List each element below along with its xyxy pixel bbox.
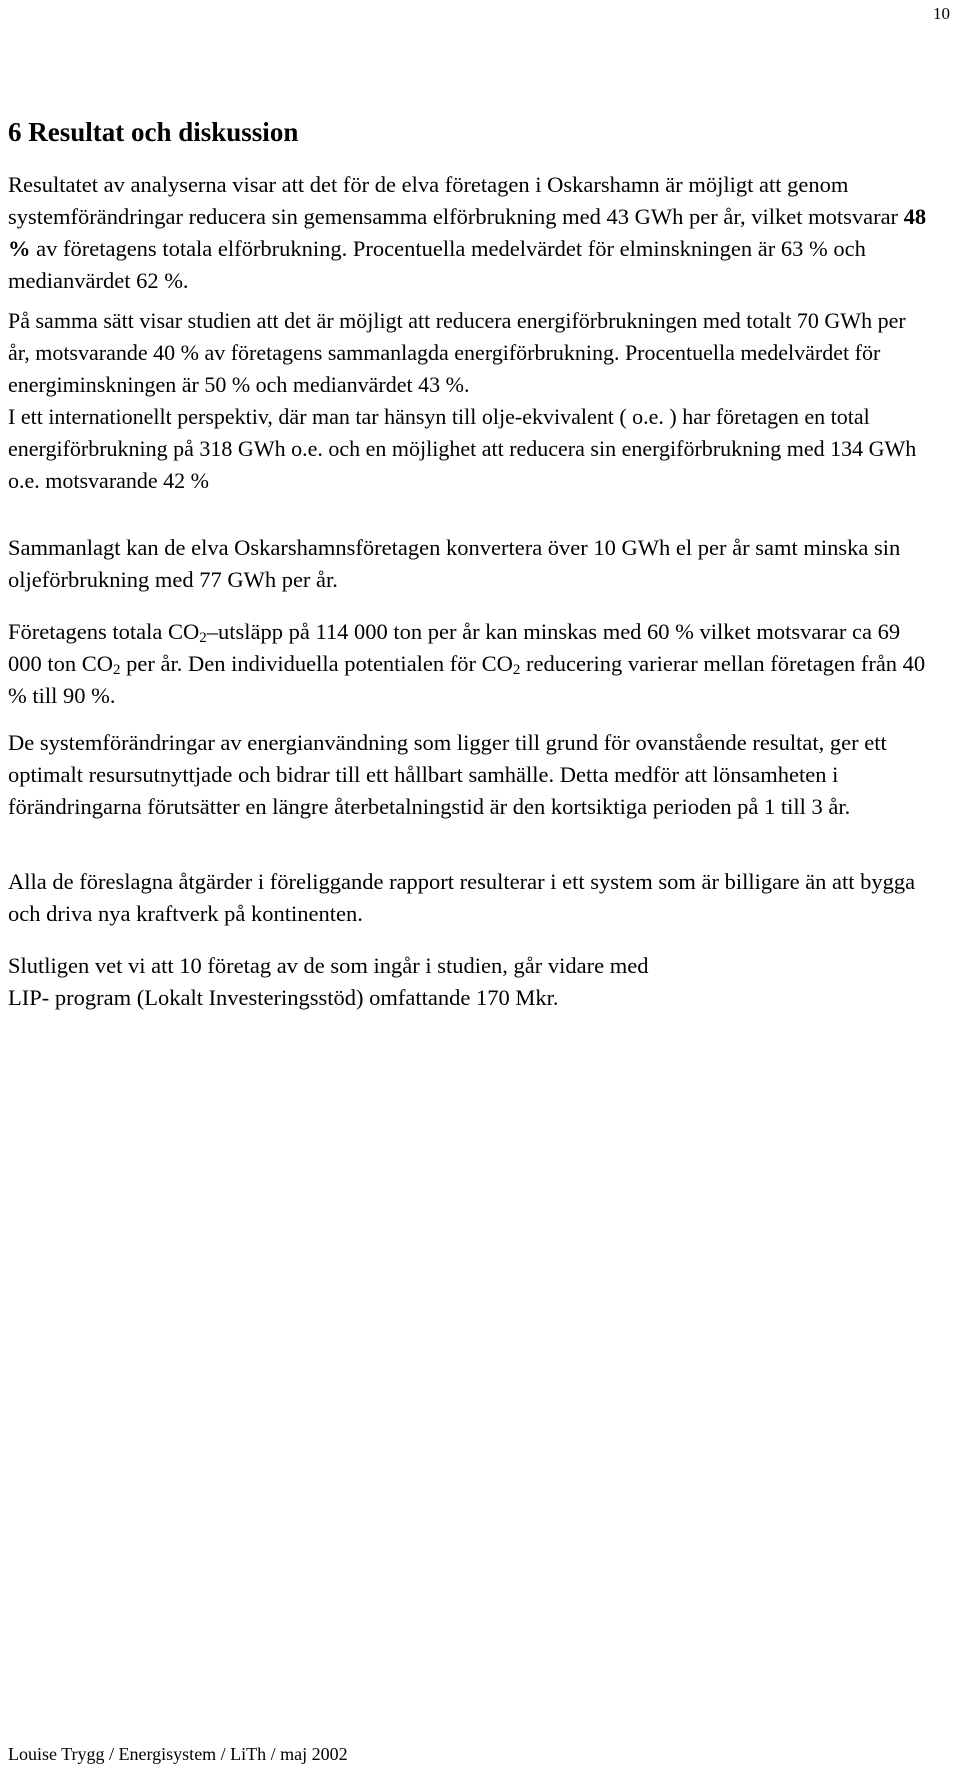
p4-text-c: per år. Den individuella potentialen för CO (120, 651, 513, 676)
p4-text-b: –utsläpp på 114 000 ton per år kan minskas med 60 % vilket motsvarar ca 69 000 ton CO (8, 619, 901, 676)
paragraph-lip-program (8, 950, 928, 1014)
co2-subscript: 2 (113, 662, 121, 678)
co2-subscript: 2 (512, 662, 521, 678)
p4-text-d: reducering varierar mellan företagen från 40 % till 90 %. (8, 651, 926, 708)
p1-text-b: av företagens totala elförbrukning. Procentuella medelvärdet för elminskningen är 63 % och medianvärdet 62 %. (8, 236, 866, 293)
p2-text-a: På samma sätt visar studien att det är möjligt att reducera energiförbrukningen med totalt 70 GWh per år, motsvarande 40 % av företagens sammanlagda energiförbrukning. Procentuella medelvärdet för energiminskningen är 50 % och medianvärdet 43 %. (8, 308, 906, 397)
p7-text-b: LIP- program (Lokalt Investeringsstöd) omfattande 170 Mkr. (8, 985, 559, 1010)
paragraph-conversion: Sammanlagt kan de elva Oskarshamnsföretagen konvertera över 10 GWh el per år samt minska sin oljeförbrukning med 77 GWh per år. (8, 535, 901, 592)
paragraph-energy-results (8, 305, 928, 497)
p7-text-a: Slutligen vet vi att 10 företag av de som ingår i studien, går vidare med (8, 953, 649, 978)
paragraph-system-changes: De systemförändringar av energianvändning som ligger till grund för ovanstående resultat, ger ett optimalt resursutnyttjade och bidrar till ett hållbart samhälle. Detta medför att lönsamheten i förändringarna förutsätter en längre återbetalningstid är den kortsiktiga perioden på 1 till 3 år. (8, 730, 887, 819)
p1-bold-percent: 48 % (8, 204, 927, 261)
p2-text-b: I ett internationellt perspektiv, där man tar hänsyn till olje-ekvivalent ( o.e. ) har företagen en total energiförbrukning på 318 GWh o.e. och en möjlighet att reducera sin energiförbrukning med 134 GWh o.e. motsvarande 42 % (8, 404, 917, 493)
p4-text-a: Företagens totala CO (8, 619, 200, 644)
section-heading: 6 Resultat och diskussion (8, 117, 299, 147)
page-number: 10 (933, 4, 950, 23)
co2-subscript: 2 (199, 630, 207, 646)
page-footer: Louise Trygg / Energisystem / LiTh / maj 2002 (8, 1744, 348, 1764)
p1-text-a: Resultatet av analyserna visar att det för de elva företagen i Oskarshamn är möjligt att genom systemförändringar reducera sin gemensamma elförbrukning med 43 GWh per år, vilket motsvarar (8, 172, 899, 229)
paragraph-measures: Alla de föreslagna åtgärder i föreliggande rapport resulterar i ett system som är billigare än att bygga och driva nya kraftverk på kontinenten. (8, 869, 916, 926)
paragraph-co2 (8, 616, 928, 712)
paragraph-electricity-results (8, 169, 928, 297)
